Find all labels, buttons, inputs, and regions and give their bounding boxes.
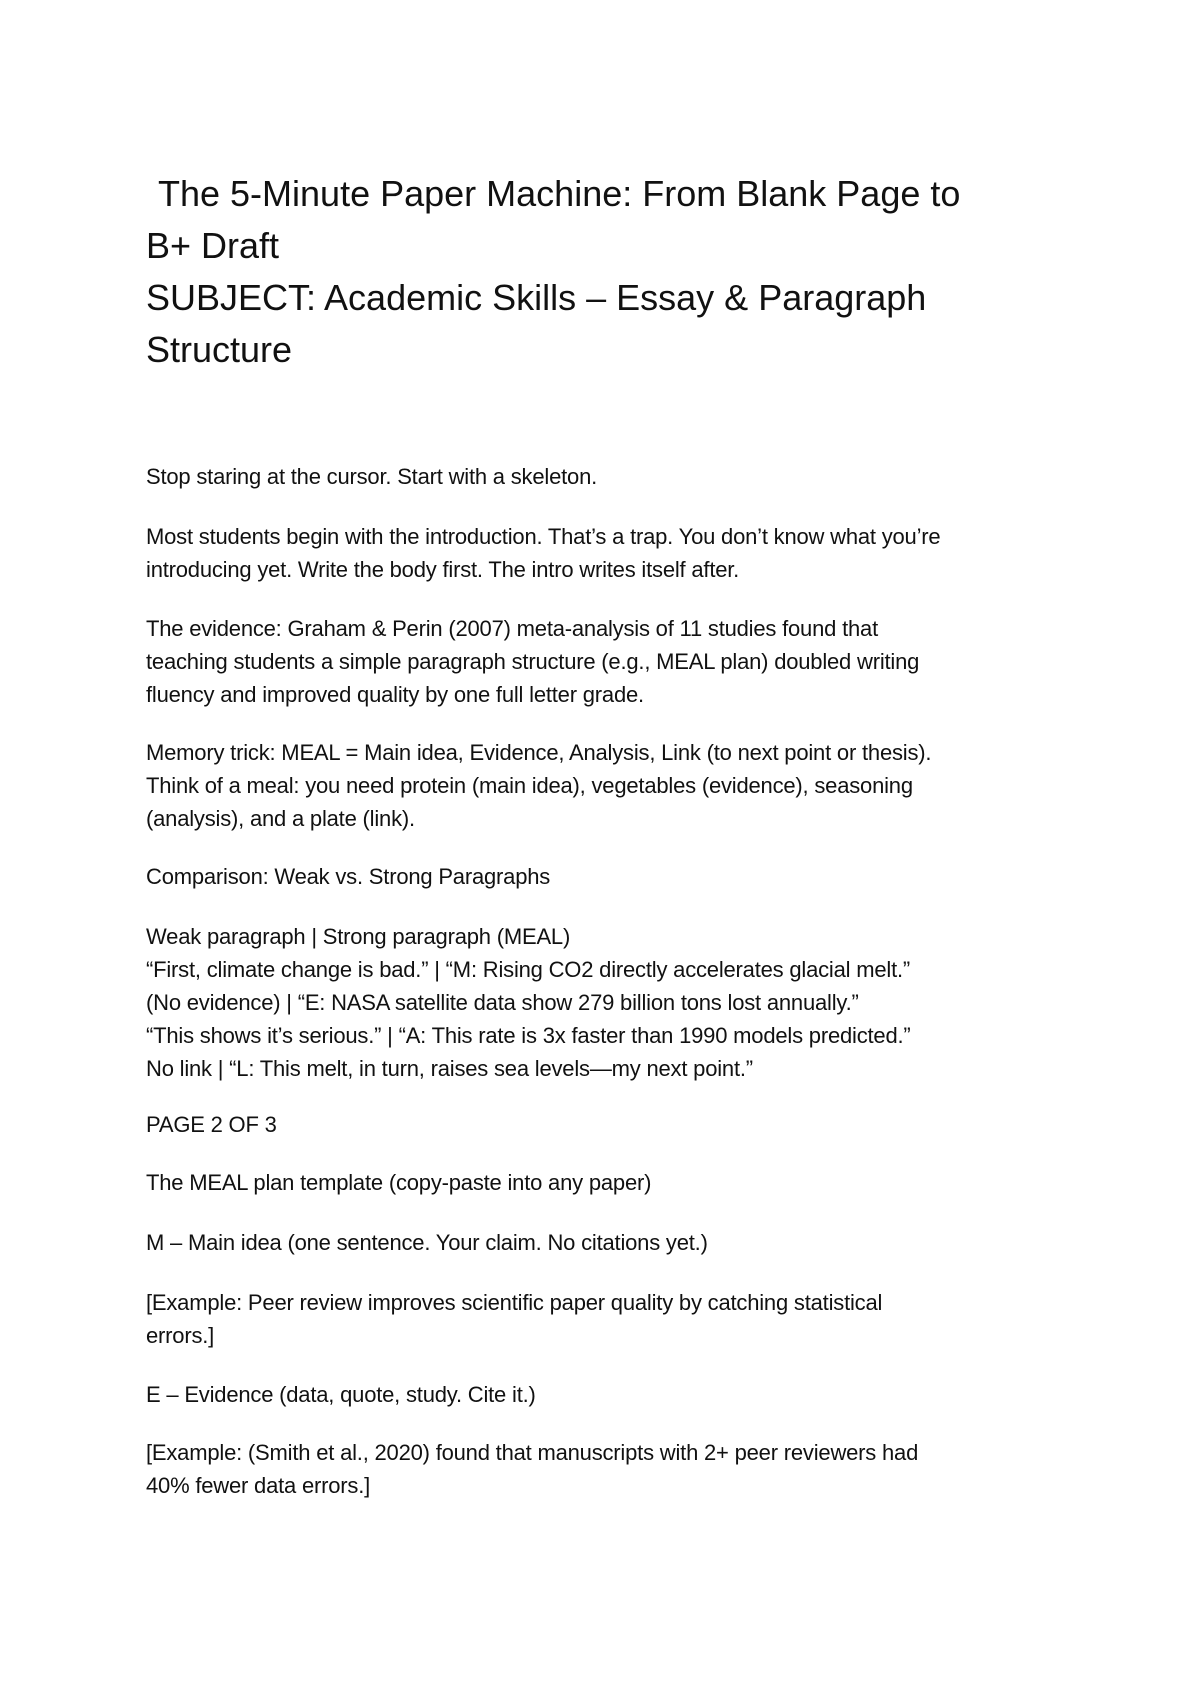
- memory-trick-paragraph: Memory trick: MEAL = Main idea, Evidence, Analysis, Link (to next point or thesis). Think of a meal: you need protein (main idea), vegetables (evidence), seasoning (analysis), and a plate (link).: [146, 740, 932, 831]
- template-heading: The MEAL plan template (copy-paste into any paper): [146, 1170, 652, 1195]
- comparison-row: “This shows it’s serious.” | “A: This rate is 3x faster than 1990 models predicted.”: [146, 1023, 911, 1048]
- subject-line: SUBJECT: Academic Skills – Essay & Paragraph: [146, 277, 927, 318]
- comparison-row: No link | “L: This melt, in turn, raises sea levels—my next point.”: [146, 1056, 753, 1081]
- comparison-block: [146, 920, 1076, 1085]
- comparison-heading: Comparison: Weak vs. Strong Paragraphs: [146, 864, 551, 889]
- title-line: The 5-Minute Paper Machine: From Blank Page to: [158, 173, 961, 214]
- e-label: E – Evidence (data, quote, study. Cite it.): [146, 1382, 536, 1407]
- m-label: M – Main idea (one sentence. Your claim. No citations yet.): [146, 1230, 708, 1255]
- m-example: [Example: Peer review improves scientific paper quality by catching statistical errors.]: [146, 1290, 883, 1348]
- intro-sentence: Stop staring at the cursor. Start with a skeleton.: [146, 464, 598, 489]
- page-marker: PAGE 2 OF 3: [146, 1112, 277, 1137]
- body-paragraph: Most students begin with the introduction. That’s a trap. You don’t know what you’re introducing yet. Write the body first. The intro writes itself after.: [146, 524, 941, 582]
- comparison-row: “First, climate change is bad.” | “M: Rising CO2 directly accelerates glacial melt.”: [146, 957, 911, 982]
- comparison-row: (No evidence) | “E: NASA satellite data show 279 billion tons lost annually.”: [146, 990, 859, 1015]
- comparison-row: Weak paragraph | Strong paragraph (MEAL): [146, 924, 571, 949]
- title-line: B+ Draft: [146, 225, 280, 266]
- subject-line: Structure: [146, 329, 293, 370]
- e-example: [Example: (Smith et al., 2020) found that manuscripts with 2+ peer reviewers had 40% fewer data errors.]: [146, 1440, 919, 1498]
- document-title: [146, 168, 1086, 376]
- evidence-paragraph: The evidence: Graham & Perin (2007) meta-analysis of 11 studies found that teaching students a simple paragraph structure (e.g., MEAL plan) doubled writing fluency and improved quality by one full letter grade.: [146, 616, 920, 707]
